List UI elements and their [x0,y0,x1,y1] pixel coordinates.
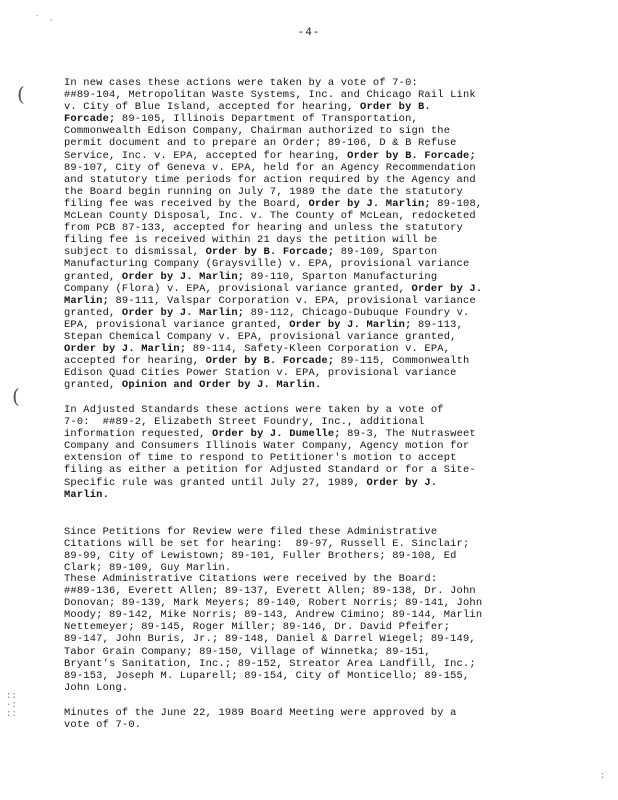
text-line [64,307,584,319]
text-line [64,658,584,670]
text-run: 89-109, Sparton [334,246,438,259]
paragraph-minutes [64,707,584,731]
paragraph-petitions-for-review [64,526,584,574]
text-run: granted, [64,270,122,283]
text-line [64,489,584,501]
text-run: 89-107, City of Geneva v. EPA, held for an Agency Recommendation [64,161,476,174]
bold-text-run: Marlin. [64,488,110,501]
text-run: granted, [64,379,122,392]
text-run: 7-0: ##89-2, Elizabeth Street Foundry, Inc., additional [64,416,425,429]
text-run: 89-108, [430,197,483,210]
text-line [64,416,584,428]
text-line [64,113,584,125]
text-line [64,234,584,246]
text-run: information requested, [64,428,213,441]
bold-text-run: Order by J. Marlin; [289,318,412,331]
text-line [64,367,584,379]
text-line [64,258,584,270]
text-line [64,283,584,295]
text-run: Company (Flora) v. EPA, provisional variance granted, [64,282,412,295]
text-run: 89-113, [411,318,464,331]
text-run: Donovan; 89-139, Mark Meyers; 89-140, Robert Norris; 89-141, John [64,597,483,610]
text-line [64,150,584,162]
text-line [64,137,584,149]
text-run: 89-147, John Buris, Jr.; 89-148, Daniel & Darrel Wiegel; 89-149, [64,633,476,646]
text-run: Clark; 89-109, Guy Marlin. [64,562,232,575]
text-run: In new cases these actions were taken by a vote of 7-0: [64,77,418,89]
text-run: filing fee is received within 21 days the petition will be [64,234,438,247]
text-line [64,174,584,186]
paragraph-adjusted-standards [64,404,584,501]
bold-text-run: Forcade; [64,113,116,126]
text-line [64,89,584,101]
text-line [64,526,584,538]
text-run: 89-110, Sparton Manufacturing [244,270,438,283]
text-run: EPA, provisional variance granted, [64,318,290,331]
text-line [64,707,584,719]
text-line [64,186,584,198]
scan-mark-top: · [36,12,39,20]
text-run: 89-115, Commonwealth [334,355,470,368]
text-line [64,404,584,416]
text-run: 89-111, Valspar Corporation v. EPA, provisional variance [109,294,476,307]
bold-text-run: Order by J. Marlin; [121,306,245,319]
bold-text-run: Order by B. Forcade; [205,355,335,368]
text-line [64,210,584,222]
bold-text-run: Order by B. Forcade; [347,149,476,162]
text-line [64,198,584,210]
bold-text-run: Order by J. Marlin; [308,197,431,210]
bold-text-run: Order by J. Marlin; [64,343,187,356]
text-line [64,670,584,682]
text-line [64,550,584,562]
text-line [64,621,584,633]
text-line [64,355,584,367]
text-run: Service, Inc. v. EPA, accepted for hearing, [64,149,348,162]
bold-text-run: Order by J. [366,476,438,489]
text-line [64,77,584,89]
text-run: from PCB 87-133, accepted for hearing and unless the statutory [64,222,463,235]
text-line [64,331,584,343]
text-line [64,162,584,174]
binder-hole-mark: :: ·: :: [6,691,17,719]
text-run: Stepan Chemical Company v. EPA, provisional variance granted, [64,330,457,343]
text-run: Commonwealth Edison Company, Chairman authorized to sign the [64,125,451,138]
text-run: In Adjusted Standards these actions were taken by a vote of [64,404,444,416]
text-run: filing as either a petition for Adjusted Standard or for a Site- [64,464,476,477]
scan-mark-top-right: ‚ [50,14,53,22]
bold-text-run: Opinion and Order by J. Marlin. [121,379,322,392]
text-run: John Long. [64,681,129,694]
text-run: 89-153, Joseph M. Luparell; 89-154, City of Monticello; 89-155, [64,669,470,682]
text-line [64,477,584,489]
text-line [64,271,584,283]
text-line [64,538,584,550]
text-run: and statutory time periods for action required by the Agency and [64,173,476,186]
text-run: ##89-136, Everett Allen; 89-137, Everett Allen; 89-138, Dr. John [64,585,476,598]
paragraph-administrative-citations [64,573,584,694]
text-run: Specific rule was granted until July 27, 1989, [64,476,367,489]
text-run: McLean County Disposal, Inc. v. The County of McLean, redocketed [64,210,476,223]
text-line [64,246,584,258]
text-line [64,440,584,452]
text-run: granted, [64,306,122,319]
text-line [64,379,584,391]
paragraph-new-cases [64,77,584,391]
text-run: vote of 7-0. [64,719,142,732]
text-line [64,125,584,137]
text-line [64,633,584,645]
text-run: subject to dismissal, [64,246,206,259]
bold-text-run: Marlin; [64,294,110,307]
text-line [64,452,584,464]
scan-mark-bottom-right: : [600,771,606,781]
text-run: accepted for hearing, [64,355,206,368]
bold-text-run: Order by B. Forcade; [205,246,335,259]
text-line [64,573,584,585]
text-run: ##89-104, Metropolitan Waste Systems, Inc. and Chicago Rail Link [64,89,476,102]
text-run: Edison Quad Cities Power Station v. EPA, provisional variance [64,367,457,380]
text-run: Bryant's Sanitation, Inc.; 89-152, Streator Area Landfill, Inc.; [64,657,476,670]
text-run: Minutes of the June 22, 1989 Board Meeting were approved by a [64,707,457,719]
text-line [64,646,584,658]
text-line [64,101,584,113]
text-line [64,682,584,694]
text-line [64,597,584,609]
text-run: 89-112, Chicago-Dubuque Foundry v. [244,306,470,319]
margin-bracket-2: ( [12,384,20,408]
text-line [64,343,584,355]
text-run: Moody; 89-142, Mike Norris; 89-143, Andrew Cimino; 89-144, Marlin [64,609,483,622]
text-line [64,295,584,307]
text-line [64,428,584,440]
page-number: -4- [297,27,321,39]
text-line [64,319,584,331]
text-run: extension of time to respond to Petitioner's motion to accept [64,452,457,465]
bold-text-run: Order by J. Marlin; [121,270,245,283]
text-line [64,585,584,597]
text-run: Citations will be set for hearing: 89-97, Russell E. Sinclair; [64,538,470,551]
bold-text-run: Order by J. [411,282,483,295]
text-run: v. City of Blue Island, accepted for hearing, [64,101,361,114]
text-run: permit document and to prepare an Order; 89-106, D & B Refuse [64,137,457,150]
text-run: 89-105, Illinois Department of Transportation, [115,113,418,126]
bold-text-run: Order by B. [360,101,431,114]
text-line [64,719,584,731]
text-run: Manufacturing Company (Graysville) v. EPA, provisional variance [64,258,470,271]
text-run: Tabor Grain Company; 89-150, Village of Winnetka; 89-151, [64,645,431,658]
text-line [64,464,584,476]
text-run: filing fee was received by the Board, [64,197,309,210]
text-line [64,609,584,621]
text-run: 89-3, The Nutrasweet [340,428,476,441]
text-run: the Board begin running on July 7, 1989 the date the statutory [64,185,463,198]
text-run: These Administrative Citations were received by the Board: [64,573,438,585]
text-line [64,222,584,234]
text-run: Since Petitions for Review were filed these Administrative [64,526,438,538]
text-run: 89-99, City of Lewistown; 89-101, Fuller Brothers; 89-108, Ed [64,550,457,563]
text-run: Company and Consumers Illinois Water Company, Agency motion for [64,440,470,453]
text-run: Nettemeyer; 89-145, Roger Miller; 89-146, Dr. David Pfeifer; [64,621,451,634]
text-run: 89-114, Safety-Kleen Corporation v. EPA, [186,343,451,356]
bold-text-run: Order by J. Dumelle; [212,428,341,441]
margin-bracket-1: ( [17,82,25,106]
